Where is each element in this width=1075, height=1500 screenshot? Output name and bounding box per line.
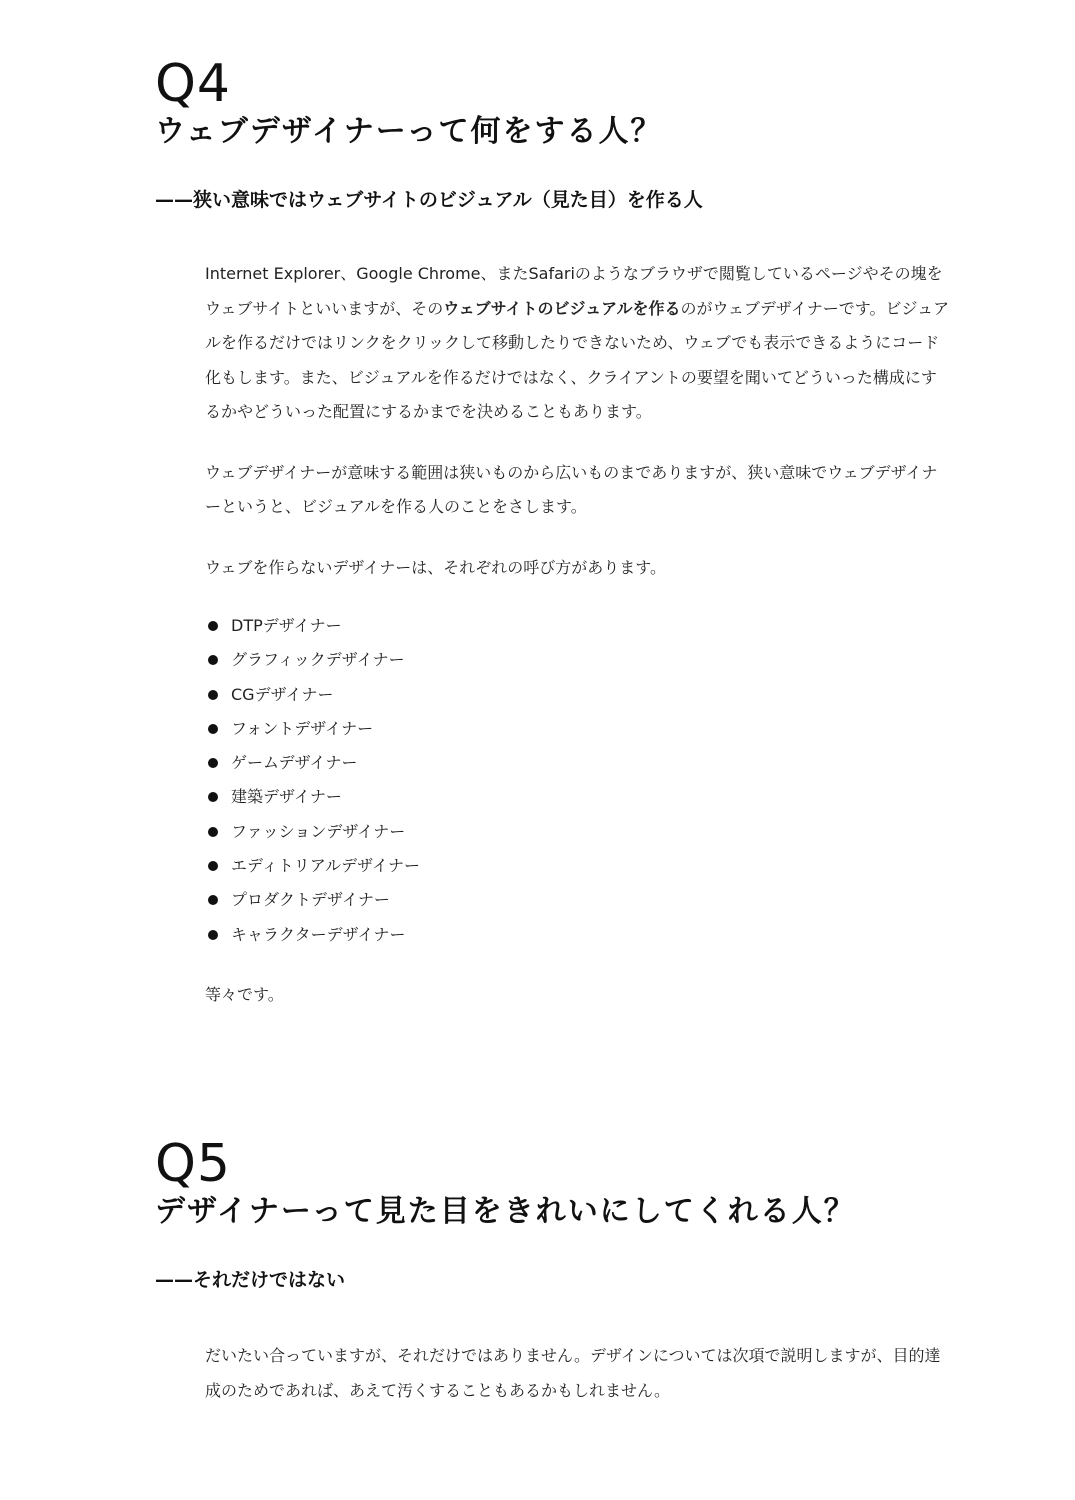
list-item: ゲームデザイナー <box>205 746 950 780</box>
list-item: ファッションデザイナー <box>205 815 950 849</box>
list-item: CGデザイナー <box>205 678 950 712</box>
q5-paragraph-1: だいたい合っていますが、それだけではありません。デザインについては次項で説明しますが、目的達成のためであれば、あえて汚くすることもあるかもしれません。 <box>205 1346 941 1400</box>
list-item: プロダクトデザイナー <box>205 883 950 917</box>
bullet-icon <box>208 758 218 768</box>
list-item: キャラクターデザイナー <box>205 918 950 952</box>
q4-title: ウェブデザイナーって何をする人？ <box>155 114 663 149</box>
q5-body <box>205 1339 950 1408</box>
q5-title: デザイナーって見た目をきれいにしてくれる人？ <box>155 1194 856 1229</box>
q5-header <box>155 1136 955 1294</box>
bullet-icon <box>208 895 218 905</box>
q4-paragraph-2: ウェブデザイナーが意味する範囲は狭いものから広いものまでありますが、狭い意味でウェブデザイナーというと、ビジュアルを作る人のことをさします。 <box>205 462 938 516</box>
q4-paragraph-3: ウェブを作らないデザイナーは、それぞれの呼び方があります。 <box>205 557 666 577</box>
bullet-icon <box>208 621 218 631</box>
list-item: フォントデザイナー <box>205 712 950 746</box>
q4-header <box>155 56 955 214</box>
bullet-icon <box>208 792 218 802</box>
bullet-icon <box>208 827 218 837</box>
list-item: エディトリアルデザイナー <box>205 849 950 883</box>
bullet-icon <box>208 930 218 940</box>
q4-number: Q4 <box>155 54 232 114</box>
bullet-icon <box>208 724 218 734</box>
q4-emphasis: ウェブサイトのビジュアルを作る <box>443 298 681 318</box>
list-item: DTPデザイナー <box>205 609 950 643</box>
q4-body <box>205 257 950 1012</box>
designer-list <box>205 609 950 952</box>
q4-paragraph-1: Internet Explorer、Google Chrome、またSafariのようなブラウザで閲覧しているページやその塊をウェブサイトといいますが、そのウェブサイトのビジュアルを作るのがウェブデザイナーです。ビジュアルを作るだけではリンクをクリックして移動したりできないため、ウェブでも表示できるようにコード化もします。また、ビジュアルを作るだけではなく、クライアントの要望を聞いてどういった構成にするかやどういった配置にするかまでを決めることもあります。 <box>205 264 950 421</box>
list-item: 建築デザイナー <box>205 780 950 814</box>
q4-subtitle: ——狭い意味ではウェブサイトのビジュアル（見た目）を作る人 <box>155 189 703 211</box>
q5-number: Q5 <box>155 1134 232 1194</box>
bullet-icon <box>208 655 218 665</box>
q5-subtitle: ——それだけではない <box>155 1269 346 1291</box>
q4-closing: 等々です。 <box>205 984 284 1004</box>
bullet-icon <box>208 861 218 871</box>
list-item: グラフィックデザイナー <box>205 643 950 677</box>
bullet-icon <box>208 690 218 700</box>
